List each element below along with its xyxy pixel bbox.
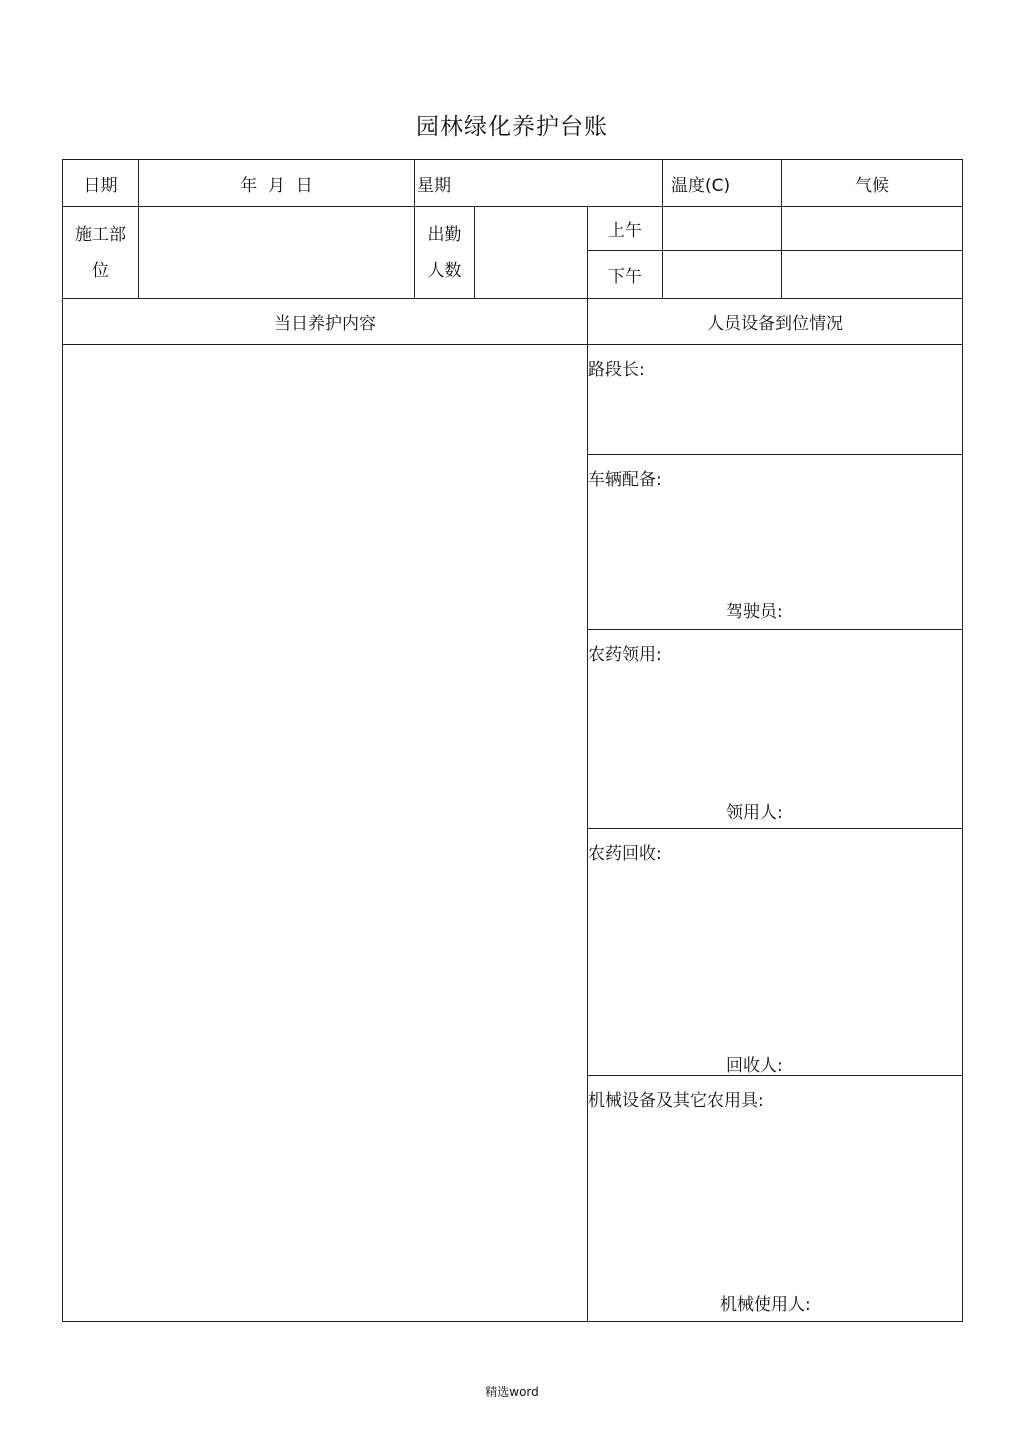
daily-content-field[interactable] (62, 344, 588, 1322)
page-title: 园林绿化养护台账 (416, 114, 608, 140)
morning-temperature-field[interactable] (662, 206, 782, 251)
pesticide-issue-box[interactable] (587, 629, 963, 829)
temperature-label: 温度(C) (662, 159, 782, 207)
vehicle-label: 车辆配备: (588, 470, 662, 490)
vehicle-box[interactable] (587, 454, 963, 630)
afternoon-temperature-field[interactable] (662, 250, 782, 299)
construction-site-label-line2: 位 (92, 260, 109, 281)
section-leader-box[interactable] (587, 344, 963, 455)
attendance-field[interactable] (474, 206, 588, 299)
machine-user-label: 机械使用人: (720, 1295, 811, 1315)
weather-label: 气候 (781, 159, 963, 207)
pesticide-recycle-box[interactable] (587, 828, 963, 1076)
pesticide-recycle-label: 农药回收: (588, 844, 662, 864)
section-leader-label: 路段长: (588, 360, 645, 380)
receiver-label: 领用人: (726, 803, 783, 823)
attendance-label (414, 206, 475, 299)
afternoon-label: 下午 (587, 250, 663, 299)
recycler-label: 回收人: (726, 1056, 783, 1076)
staff-equipment-header: 人员设备到位情况 (587, 298, 963, 345)
attendance-label-line1: 出勤 (427, 224, 462, 245)
daily-content-header: 当日养护内容 (62, 298, 588, 345)
pesticide-issue-label: 农药领用: (588, 645, 662, 665)
morning-label: 上午 (587, 206, 663, 251)
date-label: 日期 (62, 159, 139, 207)
weekday-field[interactable]: 星期 (414, 159, 663, 207)
construction-site-label (62, 206, 139, 299)
date-value-field[interactable]: 年 月 日 (138, 159, 415, 207)
morning-weather-field[interactable] (781, 206, 963, 251)
machinery-box[interactable] (587, 1075, 963, 1322)
driver-label: 驾驶员: (726, 602, 783, 622)
attendance-label-line2: 人数 (427, 260, 462, 281)
footer-text: 精选word (485, 1385, 539, 1399)
construction-site-field[interactable] (138, 206, 415, 299)
construction-site-label-line1: 施工部 (75, 224, 126, 245)
machinery-label: 机械设备及其它农用具: (588, 1091, 764, 1111)
afternoon-weather-field[interactable] (781, 250, 963, 299)
